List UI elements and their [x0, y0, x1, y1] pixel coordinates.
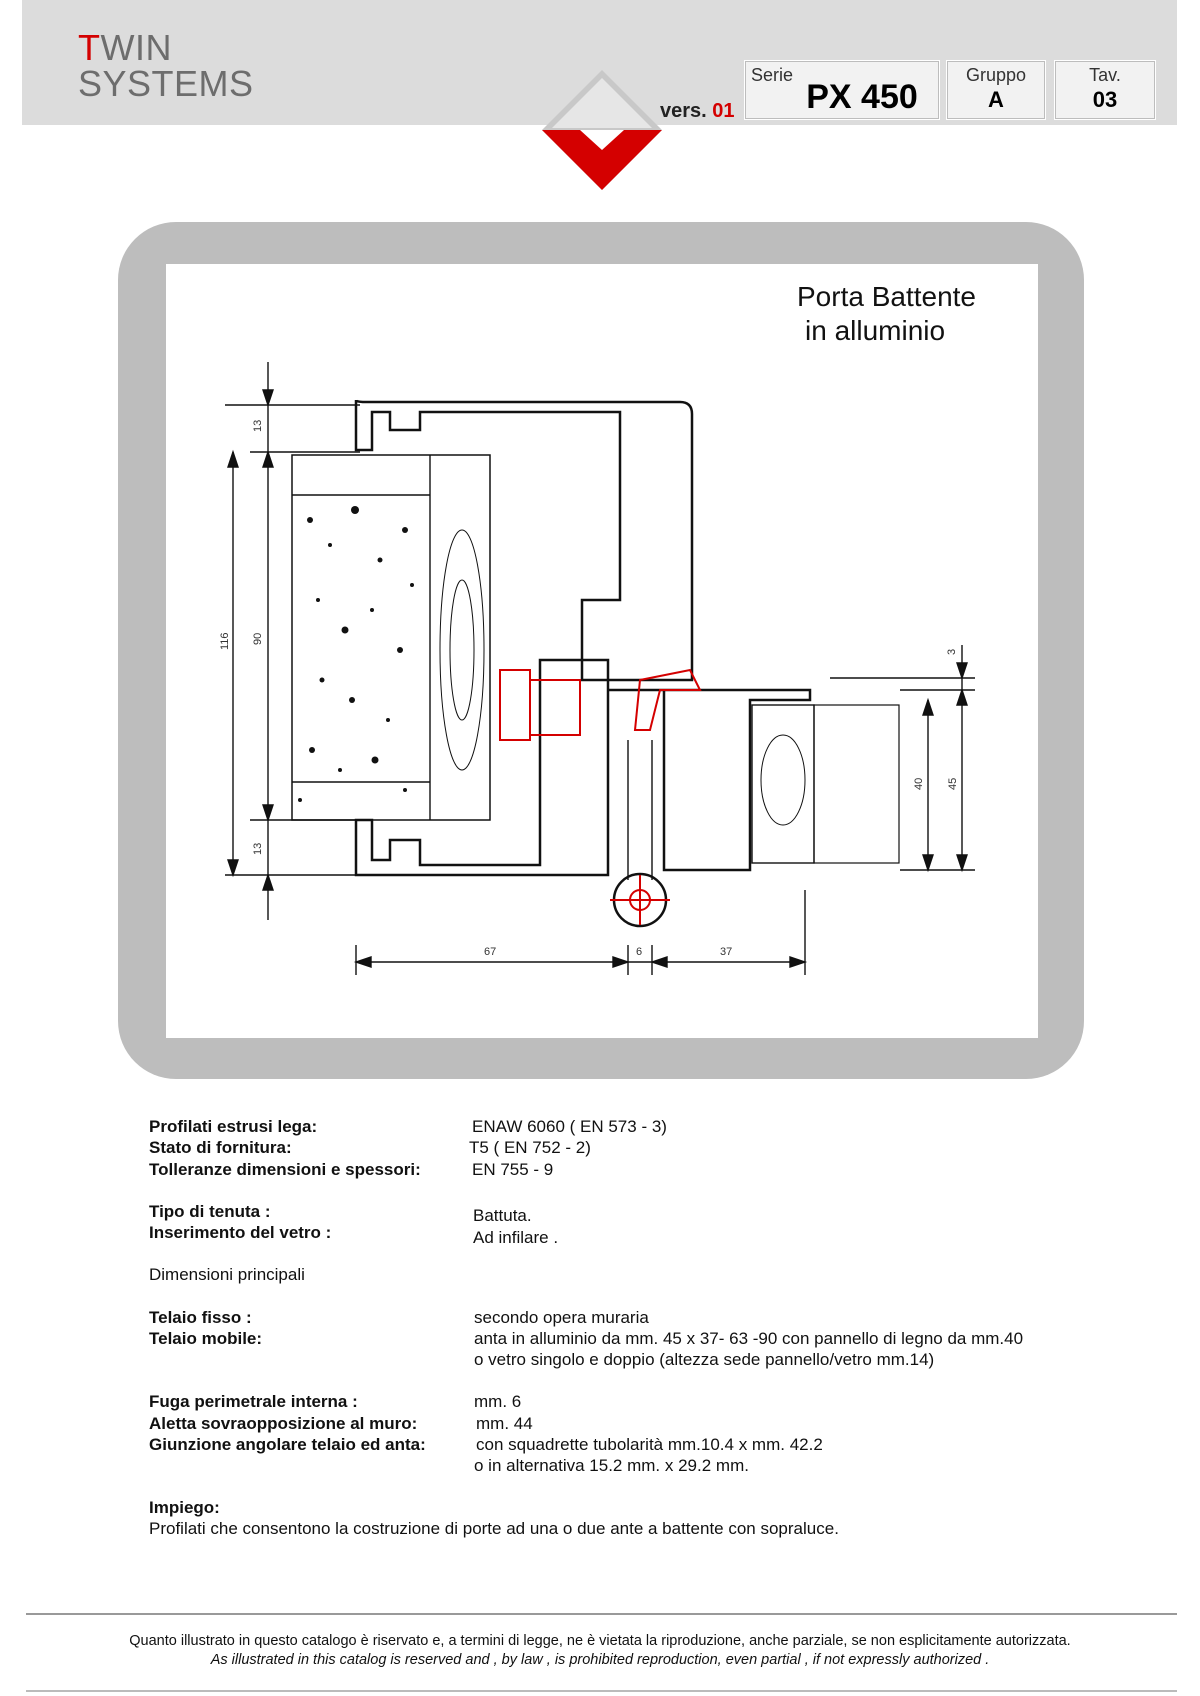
- logo-systems: SYSTEMS: [78, 63, 254, 104]
- aletta-label: Aletta sovraopposizione al muro:: [149, 1414, 418, 1433]
- dim-13-bottom: 13: [252, 842, 264, 855]
- tav-value: 03: [1092, 87, 1118, 112]
- giunzione-label: Giunzione angolare telaio ed anta:: [149, 1435, 426, 1454]
- gasket-detail: [500, 670, 700, 925]
- dimensioni-heading: Dimensioni principali: [149, 1265, 305, 1284]
- telaio-fisso-value: secondo opera muraria: [474, 1308, 649, 1327]
- arrow-icon: [263, 390, 273, 405]
- tolleranze-value: EN 755 - 9: [472, 1160, 554, 1179]
- footer-notice-it: Quanto illustrato in questo catalogo è riservato e, a termini di legge, ne è vietata la riproduzione, anche parziale, se non esplicitamente autorizzata.: [129, 1633, 1071, 1649]
- profilati-label: Profilati estrusi lega:: [149, 1117, 318, 1136]
- arrow-icon: [790, 957, 805, 967]
- giunzione-value-1: con squadrette tubolarità mm.10.4 x mm. 42.2: [476, 1435, 823, 1454]
- arrow-icon: [923, 855, 933, 870]
- arrow-icon: [263, 875, 273, 890]
- fuga-label: Fuga perimetrale interna :: [149, 1392, 358, 1411]
- arrow-icon: [263, 805, 273, 820]
- dim-13-top: 13: [252, 419, 264, 432]
- impiego-value: Profilati che consentono la costruzione di porte ad una o due ante a battente con sopraluce.: [149, 1519, 839, 1538]
- footer-notice-en: As illustrated in this catalog is reserved and , by law , is prohibited reproduction, even partial , if not expressly authorized .: [210, 1652, 990, 1668]
- logo-t: T: [78, 27, 101, 68]
- telaio-fisso-label: Telaio fisso :: [149, 1308, 252, 1327]
- dim-67: 67: [484, 946, 497, 958]
- logo-win: WIN: [100, 27, 172, 68]
- gruppo-label: Gruppo: [965, 65, 1027, 85]
- vers-text: vers.: [660, 100, 707, 122]
- dim-6: 6: [636, 946, 643, 958]
- dim-3: 3: [946, 648, 958, 655]
- arrow-icon: [613, 957, 628, 967]
- tav-label: Tav.: [1089, 65, 1121, 85]
- arrow-icon: [957, 690, 967, 705]
- arrow-icon: [957, 855, 967, 870]
- aletta-value: mm. 44: [476, 1414, 533, 1433]
- arrow-icon: [652, 957, 667, 967]
- serie-label: Serie: [751, 65, 794, 85]
- tenuta-label: Tipo di tenuta :: [149, 1202, 271, 1221]
- dim-45: 45: [947, 777, 959, 790]
- arrow-icon: [923, 700, 933, 715]
- arrow-icon: [228, 860, 238, 875]
- vetro-label: Inserimento del vetro :: [149, 1223, 332, 1242]
- profilati-value: ENAW 6060 ( EN 573 - 3): [472, 1117, 667, 1136]
- title-line-2: in alluminio: [805, 315, 946, 346]
- dim-90: 90: [252, 632, 264, 645]
- telaio-mobile-value-2: o vetro singolo e doppio (altezza sede pannello/vetro mm.14): [474, 1350, 935, 1369]
- serie-value: PX 450: [806, 78, 918, 116]
- footer-divider: [26, 1613, 1177, 1615]
- title-line-1: Porta Battente: [797, 281, 977, 312]
- tolleranze-label: Tolleranze dimensioni e spessori:: [149, 1160, 421, 1179]
- tenuta-value: Battuta.: [473, 1206, 532, 1225]
- impiego-label: Impiego:: [149, 1498, 220, 1517]
- arrow-icon: [957, 663, 967, 678]
- vers-number: 01: [712, 100, 735, 122]
- arrow-icon: [356, 957, 371, 967]
- concrete-texture: [298, 506, 414, 802]
- footer-bottom-divider: [26, 1690, 1177, 1692]
- dim-37: 37: [720, 946, 733, 958]
- vetro-value: Ad infilare .: [473, 1228, 559, 1247]
- dim-40: 40: [913, 777, 925, 790]
- telaio-mobile-value-1: anta in alluminio da mm. 45 x 37- 63 -90 con pannello di legno da mm.40: [474, 1329, 1024, 1348]
- giunzione-value-2: o in alternativa 15.2 mm. x 29.2 mm.: [474, 1456, 749, 1475]
- arrow-icon: [228, 452, 238, 467]
- dim-116: 116: [219, 632, 231, 650]
- stato-label: Stato di fornitura:: [149, 1138, 292, 1157]
- stato-value: T5 ( EN 752 - 2): [469, 1138, 591, 1157]
- arrow-icon: [263, 452, 273, 467]
- fuga-value: mm. 6: [474, 1392, 522, 1411]
- gruppo-value: A: [988, 87, 1004, 112]
- telaio-mobile-label: Telaio mobile:: [149, 1329, 263, 1348]
